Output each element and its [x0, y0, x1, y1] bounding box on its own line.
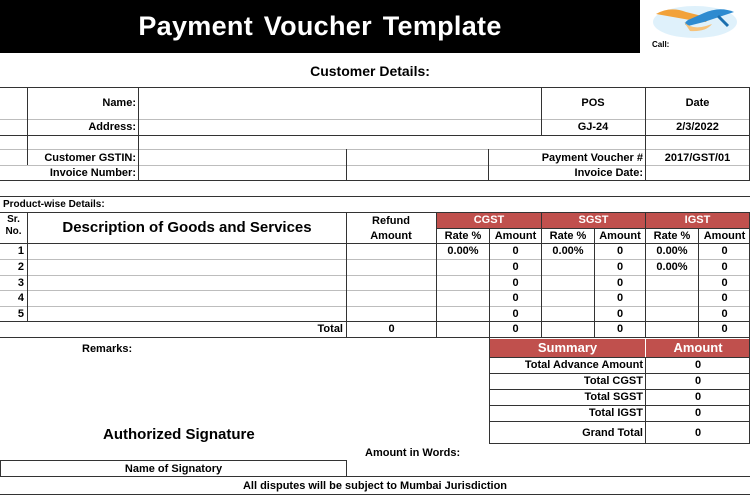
summary-label-grand-total: Grand Total	[582, 427, 643, 439]
row-3-cgst-amount: 0	[512, 277, 519, 289]
cgst-rate-header: Rate %	[444, 230, 482, 242]
row-4-cgst-amount: 0	[512, 292, 519, 304]
invoice-number-field[interactable]	[139, 166, 345, 180]
call-label: Call:	[652, 40, 670, 49]
summary-amount-header: Amount	[646, 339, 750, 357]
cgst-amount-header: Amount	[494, 230, 537, 242]
summary-label-advance: Total Advance Amount	[524, 359, 643, 371]
total-label: Total	[317, 323, 343, 335]
row-3-igst-amount: 0	[721, 277, 728, 289]
footer-text: All disputes will be subject to Mumbai Jurisdiction	[242, 480, 508, 492]
igst-rate-header: Rate %	[653, 230, 691, 242]
summary-label-cgst: Total CGST	[583, 375, 643, 387]
row-2-igst-amount: 0	[721, 261, 728, 273]
row-2-sgst-amount: 0	[616, 261, 624, 273]
row-1-igst-rate[interactable]: 0.00%	[656, 245, 688, 257]
signatory-label: Name of Signatory	[124, 463, 223, 475]
row-1-sgst-rate[interactable]: 0.00%	[552, 245, 584, 257]
product-details-heading: Product-wise Details:	[3, 199, 105, 210]
sgst-amount-header: Amount	[599, 230, 641, 242]
row-1-cgst-rate[interactable]: 0.00%	[447, 245, 479, 257]
total-igst-amount: 0	[721, 323, 728, 335]
refund-amount-header: Refund Amount	[370, 215, 412, 242]
voucher-number-value[interactable]: 2017/GST/01	[664, 152, 731, 164]
customer-gstin-label: Customer GSTIN:	[44, 152, 136, 164]
summary-value-grand-total: 0	[694, 427, 702, 439]
address-field[interactable]	[139, 120, 540, 148]
row-1-sr: 1	[17, 245, 24, 257]
name-field[interactable]	[139, 88, 540, 118]
igst-header: IGST	[646, 213, 749, 228]
voucher-number-label: Payment Voucher #	[541, 152, 643, 164]
logo	[640, 0, 750, 53]
cgst-header: CGST	[437, 213, 541, 228]
row-2-sr: 2	[17, 261, 24, 273]
row-5-sgst-amount: 0	[616, 308, 624, 320]
summary-value-sgst: 0	[694, 391, 702, 403]
row-1-cgst-amount: 0	[512, 245, 519, 257]
sgst-header: SGST	[542, 213, 645, 228]
amount-in-words-label: Amount in Words:	[365, 447, 461, 459]
address-label: Address:	[88, 121, 136, 133]
invoice-number-label: Invoice Number:	[49, 167, 136, 179]
customer-gstin-field[interactable]	[139, 150, 345, 164]
signatory-box[interactable]	[0, 460, 347, 477]
row-1-sgst-amount: 0	[616, 245, 624, 257]
summary-value-cgst: 0	[694, 375, 702, 387]
summary-label-igst: Total IGST	[588, 407, 643, 419]
row-4-sr: 4	[17, 292, 24, 304]
handshake-icon	[640, 0, 750, 40]
total-cgst-amount: 0	[512, 323, 519, 335]
summary-header: Summary	[490, 339, 645, 357]
row-2-igst-rate[interactable]: 0.00%	[656, 261, 688, 273]
invoice-date-label: Invoice Date:	[574, 167, 643, 179]
summary-value-igst: 0	[694, 407, 702, 419]
authorized-signature-label: Authorized Signature	[103, 426, 255, 443]
row-4-sgst-amount: 0	[616, 292, 624, 304]
row-3-sr: 3	[17, 277, 24, 289]
row-5-cgst-amount: 0	[512, 308, 519, 320]
name-label: Name:	[102, 97, 136, 109]
row-1-igst-amount: 0	[721, 245, 728, 257]
pos-value[interactable]: GJ-24	[577, 121, 609, 133]
customer-details-heading: Customer Details:	[310, 63, 430, 79]
row-4-igst-amount: 0	[721, 292, 728, 304]
pos-label: POS	[581, 97, 605, 109]
date-value[interactable]: 2/3/2022	[676, 121, 719, 133]
row-5-igst-amount: 0	[721, 308, 728, 320]
remarks-label: Remarks:	[82, 343, 133, 355]
igst-amount-header: Amount	[703, 230, 746, 242]
row-2-cgst-amount: 0	[512, 261, 519, 273]
sr-no-header: Sr. No.	[5, 214, 22, 237]
page-title: Payment Voucher Template	[138, 11, 502, 41]
invoice-date-field[interactable]	[646, 166, 749, 180]
total-refund: 0	[388, 323, 395, 335]
description-header: Description of Goods and Services	[62, 219, 312, 236]
row-5-sr: 5	[17, 308, 24, 320]
date-label: Date	[685, 97, 710, 109]
total-sgst-amount: 0	[616, 323, 624, 335]
title-bar	[0, 0, 640, 53]
row-3-sgst-amount: 0	[616, 277, 624, 289]
summary-label-sgst: Total SGST	[584, 391, 643, 403]
sgst-rate-header: Rate %	[549, 230, 587, 242]
summary-value-advance: 0	[694, 359, 702, 371]
